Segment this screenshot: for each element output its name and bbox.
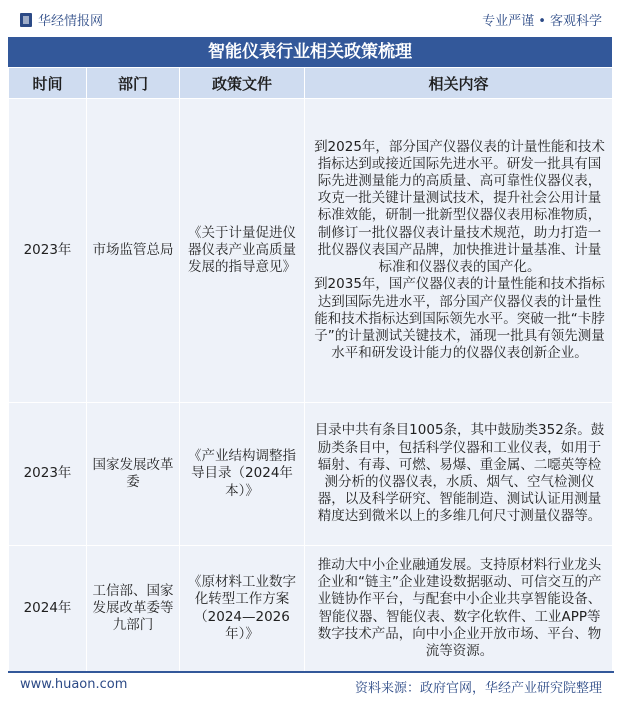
cell-time: 2023年 [9, 403, 87, 546]
cell-department: 工信部、国家发展改革委等九部门 [87, 546, 180, 672]
cell-policy: 《产业结构调整指导目录（2024年本）》 [180, 403, 305, 546]
column-header-content: 相关内容 [305, 68, 613, 99]
page-title: 智能仪表行业相关政策梳理 [8, 37, 612, 67]
logo-text: 华经情报网 [38, 14, 104, 29]
cell-department: 市场监管总局 [87, 99, 180, 403]
cell-content [305, 99, 613, 403]
cell-content [305, 546, 613, 672]
cell-policy: 《原材料工业数字化转型工作方案（2024—2026年）》 [180, 546, 305, 672]
column-header-department: 部门 [87, 68, 180, 99]
content-paragraph: 目录中共有条目1005条，其中鼓励类352条。鼓励类条目中，包括科学仪器和工业仪表，如用于辐射、有毒、可燃、易爆、重金属、二噁英等检测分析的仪器仪表，水质、烟气、空气检测仪器，以及科学研究、智能制造、测试认证用测量精度达到微米以上的多维几何尺寸测量仪器等。 [314, 422, 605, 525]
cell-department: 国家发展改革委 [87, 403, 180, 546]
cell-policy: 《关于计量促进仪器仪表产业高质量发展的指导意见》 [180, 99, 305, 403]
website-link[interactable]: www.huaon.com [20, 677, 128, 692]
content-paragraph: 推动大中小企业融通发展。支持原材料行业龙头企业和“链主”企业建设数据驱动、可信交互的产业链协作平台，与配套中小企业共享智能设备、智能仪器、智能仪表、数字化软件、工业APP等数字技术产品，向中小企业开放市场、平台、物流等资源。 [317, 556, 602, 659]
content-paragraph: 到2025年，部分国产仪器仪表的计量性能和技术指标达到或接近国际先进水平。研发一批具有国际先进测量能力的高质量、高可靠性仪器仪表，攻克一批关键计量测试技术，提升社会公用计量标准效能，研制一批新型仪器仪表用标准物质，制修订一批仪器仪表计量技术规范，助力打造一批仪器仪表国产品牌，加快推进计量基准、计量标准和仪器仪表的国产化。 [314, 138, 605, 276]
logo-icon [20, 13, 32, 27]
cell-content [305, 403, 613, 546]
policy-table [8, 67, 613, 672]
footer-divider [8, 671, 614, 673]
column-header-time: 时间 [9, 68, 87, 99]
top-bar [0, 0, 622, 36]
cell-time: 2024年 [9, 546, 87, 672]
table-header-row [9, 68, 613, 99]
footer [0, 671, 622, 702]
table-row [9, 403, 613, 546]
content-paragraph: 到2035年，国产仪器仪表的计量性能和技术指标达到国际先进水平，部分国产仪器仪表的计量性能和技术指标达到国际领先水平。突破一批“卡脖子”的计量测试关键技术，涌现一批具有领先测量水平和研发设计能力的仪器仪表创新企业。 [314, 276, 605, 362]
slogan: 专业严谨 • 客观科学 [482, 14, 602, 29]
column-header-policy: 政策文件 [180, 68, 305, 99]
data-source: 资料来源：政府官网，华经产业研究院整理 [354, 681, 602, 696]
brand-logo [20, 10, 103, 29]
table-row [9, 546, 613, 672]
cell-time: 2023年 [9, 99, 87, 403]
table-row [9, 99, 613, 403]
